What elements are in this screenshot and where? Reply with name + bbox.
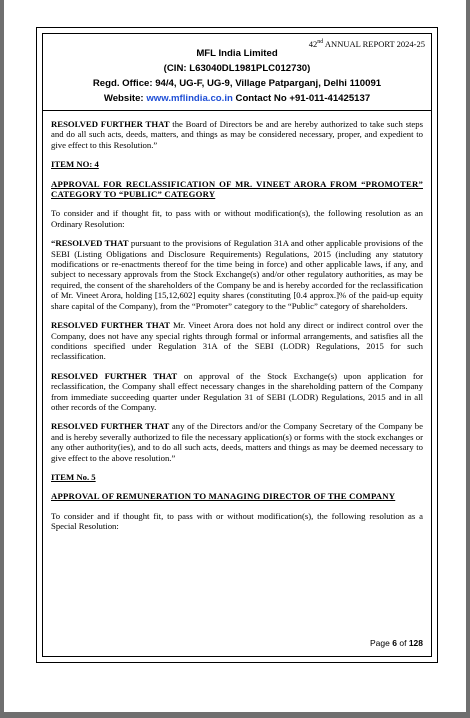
p4-lead: RESOLVED FURTHER THAT bbox=[51, 320, 171, 331]
item-4-resolved-further-2 bbox=[51, 371, 423, 413]
page-of: of bbox=[399, 638, 407, 648]
item-5-intro: To consider and if thought fit, to pass with or without modification(s), the following resolution as a Special Resolution: bbox=[51, 510, 423, 532]
item-5-title: APPROVAL OF REMUNERATION TO MANAGING DIRECTOR OF THE COMPANY bbox=[51, 491, 396, 502]
item-4-resolved-further-3 bbox=[51, 421, 423, 463]
report-ordinal-suffix: nd bbox=[317, 39, 324, 46]
item-4-title: APPROVAL FOR RECLASSIFICATION OF MR. VINEET ARORA FROM “PROMOTER” CATEGORY TO “PUBLIC” CATEGORY bbox=[51, 178, 423, 200]
company-cin: (CIN: L63040DL1981PLC012730) bbox=[163, 63, 311, 74]
p5-lead: RESOLVED FURTHER THAT bbox=[51, 370, 178, 381]
page-current: 6 bbox=[392, 638, 397, 648]
contact-number: Contact No +91-011-41425137 bbox=[235, 93, 371, 104]
page-total: 128 bbox=[408, 638, 423, 648]
page-label: Page bbox=[370, 638, 390, 648]
page-border-inner bbox=[42, 33, 432, 657]
page-border-outer bbox=[36, 27, 438, 663]
p3-lead: “RESOLVED THAT bbox=[51, 238, 129, 249]
item-5-heading: ITEM No. 5 bbox=[51, 471, 96, 482]
document-body bbox=[51, 119, 423, 541]
p4-text: Mr. Vineet Arora does not hold any direct or indirect control over the Company, does not have any special rights through formal or informal arrangements, and satisfies all the conditions specified under Regulation 31A of the SEBI (LODR) Regulations, 2015 for such reclassification. bbox=[51, 320, 423, 362]
p6-text: any of the Directors and/or the Company Secretary of the Company be and is hereby severally authorized to file the necessary application(s) or forms with the stock exchanges or any other authority(ies), and to do all such acts, deeds, matters and things as may be deemed necessary to give effect to the above resolution.” bbox=[51, 421, 423, 463]
p1-text: the Board of Directors be and are hereby authorized to take such steps and do all such acts, deeds, matters, and things as may be considered necessary, proper, and expedient to give effect to this Resolution.” bbox=[51, 119, 424, 150]
p3-text: pursuant to the provisions of Regulation 31A and other applicable provisions of the SEBI (Listing Obligations and Disclosure Requirements) Regulations, 2015 (including any statutory modifications or re-enactments thereof for the time being in force) and other applicable laws, if any, and subject to necessary approvals from the Stock Exchange(s) and/or other regulatory authorities, as may be required, the consent of the shareholders of the Company be and is hereby accorded for the reclassification of Mr. Vineet Arora, holding [15,12,602] equity shares (constituting [0.4 approx.]% of the paid-up equity share capital of the Company), from the “Promoter” category to the “Public” category of shareholders. bbox=[51, 238, 423, 311]
website-label: Website: bbox=[103, 93, 144, 104]
contact-line bbox=[43, 93, 431, 104]
p5-text: on approval of the Stock Exchange(s) upon application for reclassification, the Company shall effect necessary changes in the shareholding pattern of the Company from immediate succeeding quarter under Regulation 31 of SEBI (LODR) Regulations, 2015 and in all other records of the Company. bbox=[51, 370, 423, 412]
item-4-intro: To consider and if thought fit, to pass with or without modification(s), the following resolution as an Ordinary Resolution: bbox=[51, 208, 423, 229]
document-page bbox=[4, 0, 466, 712]
registered-office: Regd. Office: 94/4, UG-F, UG-9, Village Patparganj, Delhi 110091 bbox=[92, 78, 382, 89]
item-4-heading: ITEM NO: 4 bbox=[51, 159, 99, 170]
paragraph-resolved-further-1 bbox=[51, 119, 423, 150]
report-title-text: ANNUAL REPORT 2024-25 bbox=[324, 39, 425, 49]
company-name: MFL India Limited bbox=[196, 48, 278, 59]
item-4-resolved-further-1 bbox=[51, 320, 423, 362]
p6-lead: RESOLVED FURTHER THAT bbox=[51, 421, 170, 432]
page-number bbox=[370, 638, 423, 648]
item-4-resolved bbox=[51, 238, 423, 311]
report-ordinal: 42 bbox=[308, 39, 318, 49]
header-divider bbox=[43, 110, 431, 111]
p1-lead: RESOLVED FURTHER THAT bbox=[51, 119, 170, 129]
website-link[interactable]: www.mflindia.co.in bbox=[146, 93, 233, 104]
